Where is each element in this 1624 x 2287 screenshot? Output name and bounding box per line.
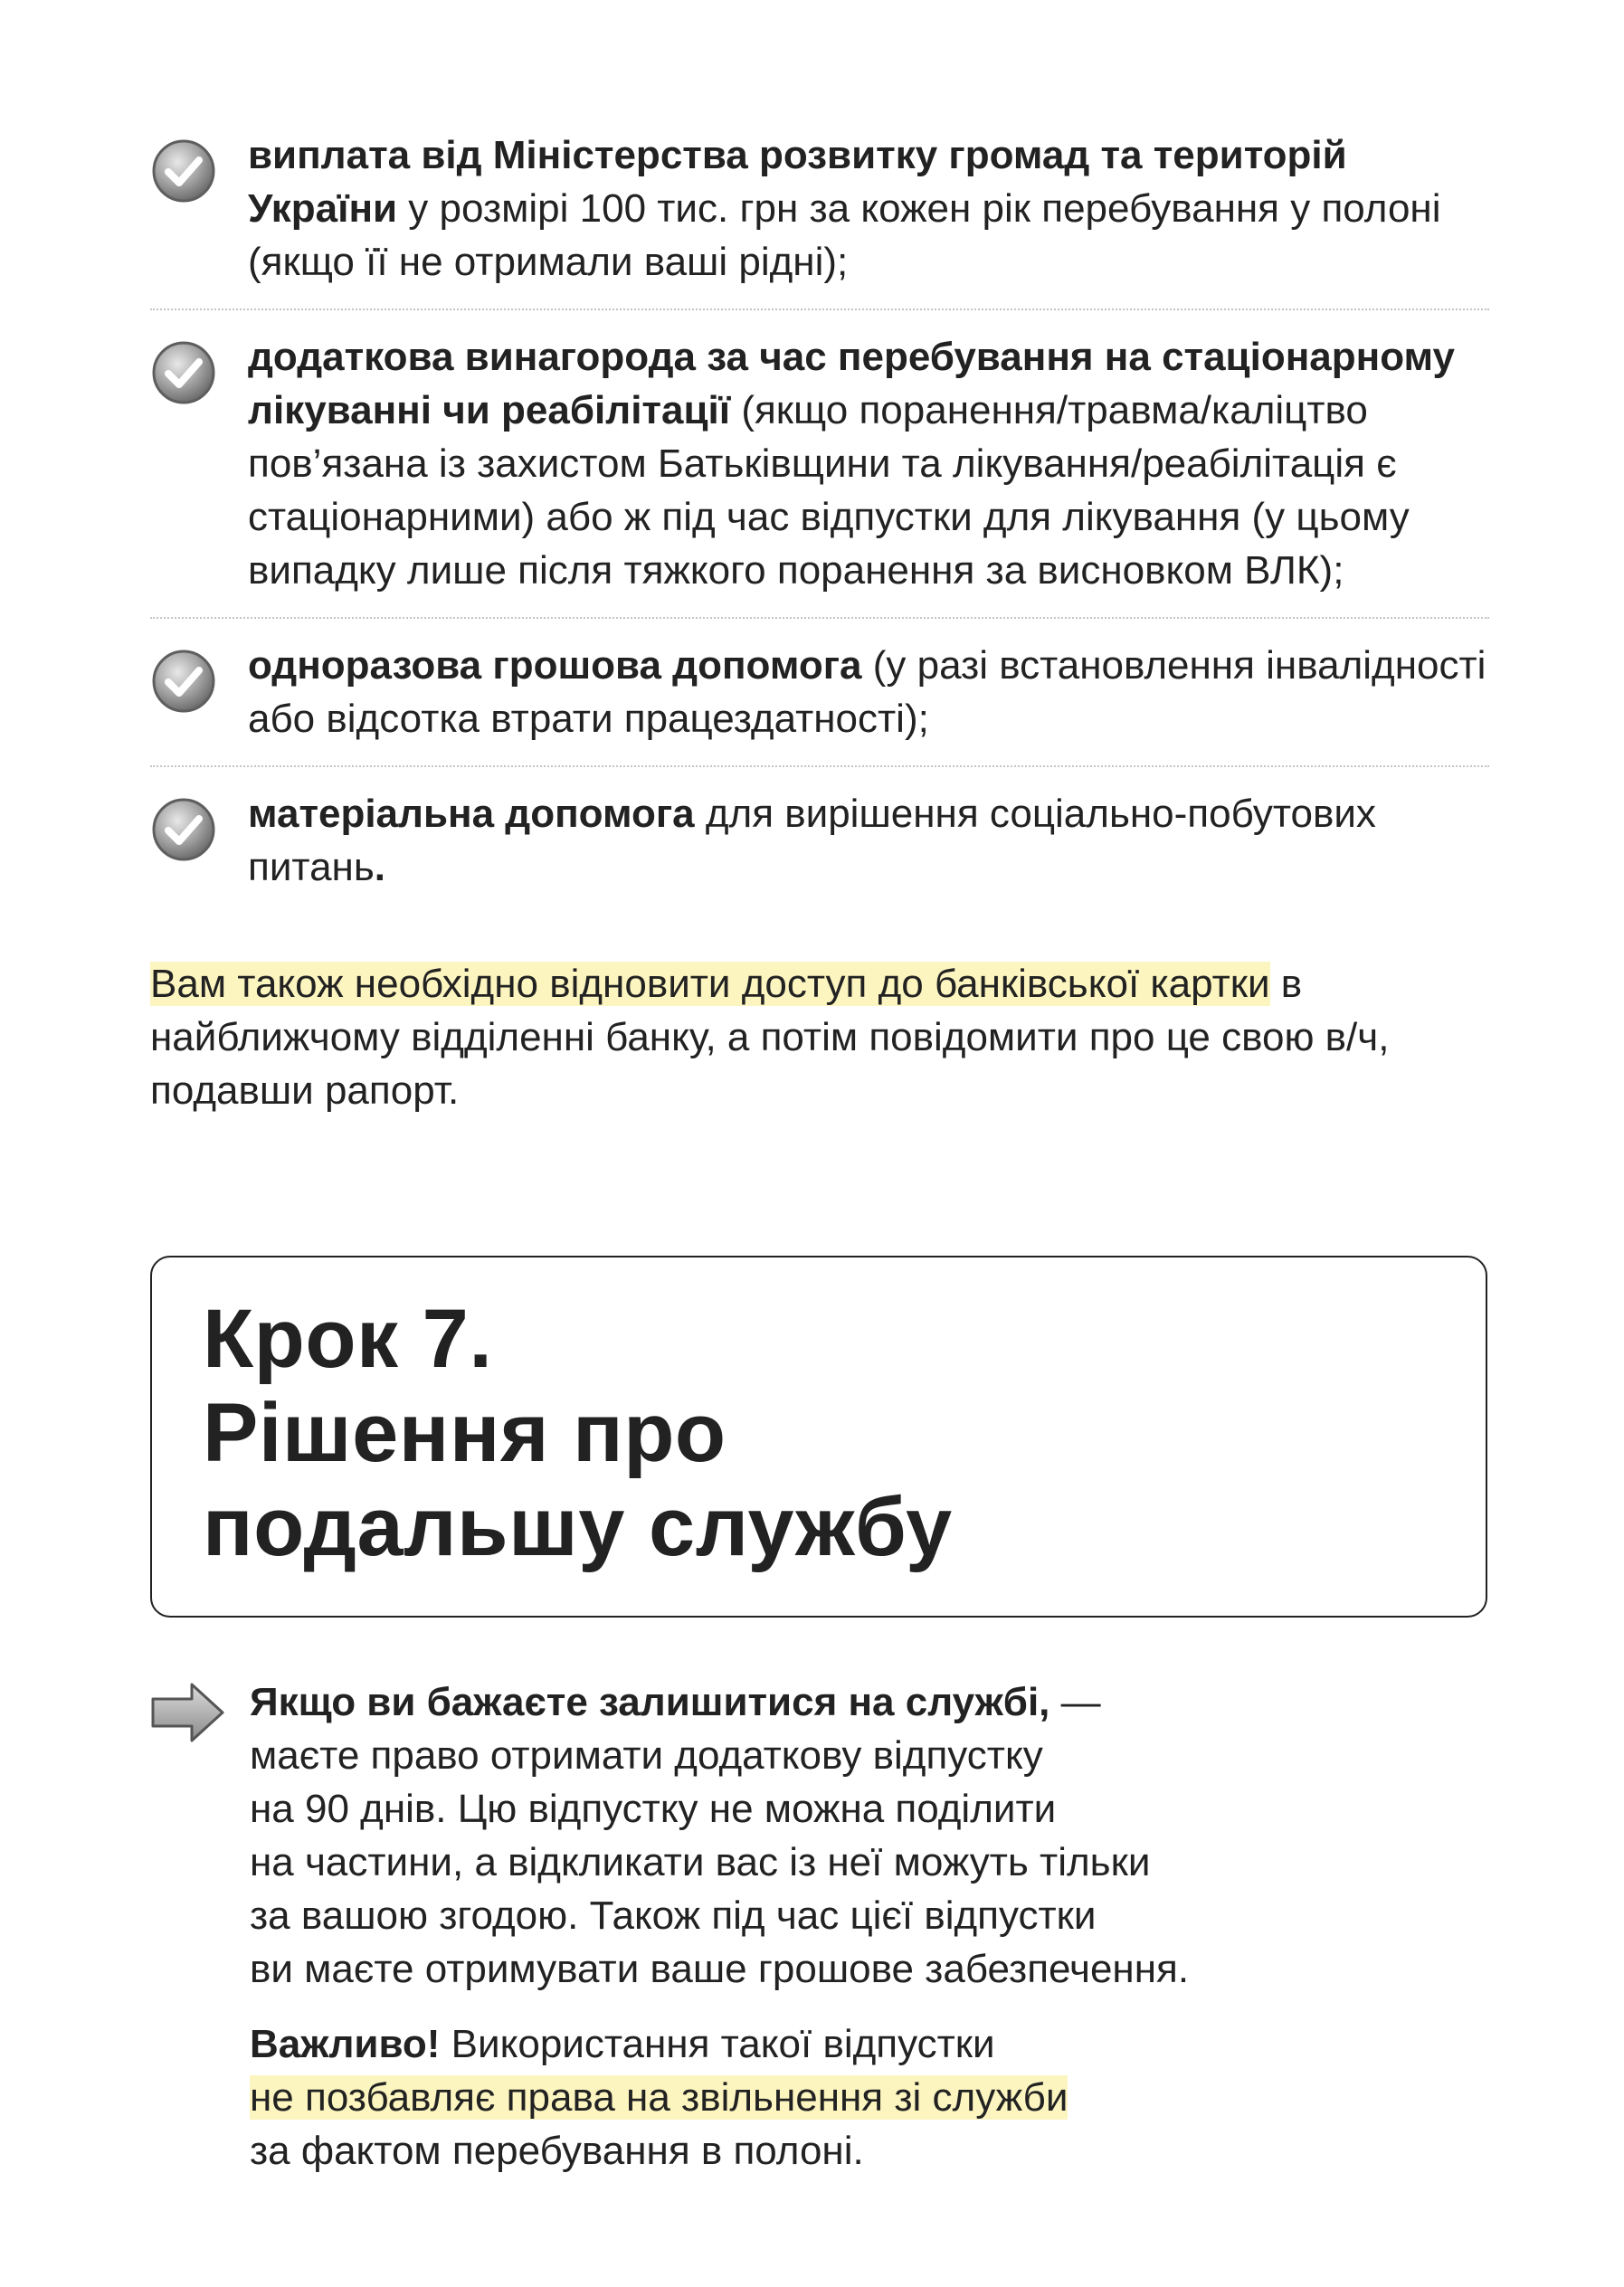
item-bold-text: виплата від Міністерства розвитку громад та територій України xyxy=(248,133,1347,231)
important-label: Важливо! xyxy=(250,2022,441,2066)
stay-lead-bold: Якщо ви бажаєте залишитися на службі, xyxy=(250,1680,1050,1724)
item-text: у розмірі 100 тис. грн за кожен рік перебування у полоні (якщо її не отримали ваші рідні); xyxy=(248,186,1441,284)
item-bold-text: матеріальна допомога xyxy=(248,792,695,836)
important-text: Використання такої відпустки xyxy=(440,2022,995,2066)
stay-lead-dash: — xyxy=(1049,1680,1101,1724)
important-highlight: не позбавляє права на звільнення зі служби xyxy=(250,2075,1068,2120)
arrow-right-icon xyxy=(150,1681,226,1744)
checklist-item xyxy=(150,330,1489,619)
stay-text-line: на 90 днів. Цю відпустку не можна поділити xyxy=(250,1787,1057,1831)
item-bold-text: одноразова грошова допомога xyxy=(248,643,862,688)
check-circle-icon xyxy=(150,339,217,406)
stay-text-line: за вашою згодою. Також під час цієї відпустки xyxy=(250,1893,1097,1938)
stay-in-service-section xyxy=(250,1675,1444,2178)
stay-text-line: ви маєте отримувати ваше грошове забезпечення. xyxy=(250,1947,1190,1991)
benefits-checklist xyxy=(150,128,1489,894)
item-text: для вирішення соціально-побутових питань xyxy=(248,792,1376,889)
item-bold-period: . xyxy=(374,845,385,889)
stay-lead xyxy=(250,1675,1444,1729)
stay-text-line: маєте право отримати додаткову відпустку xyxy=(250,1733,1043,1778)
important-note xyxy=(250,2017,1444,2178)
step-title xyxy=(203,1292,953,1574)
important-line xyxy=(250,2017,1444,2071)
check-circle-icon xyxy=(150,796,217,863)
step-title-line: подальшу службу xyxy=(203,1481,953,1573)
note-text: в найближчому відділенні банку, а потім повідомити про це свою в/ч, подавши рапорт. xyxy=(150,962,1390,1113)
important-end: за фактом перебування в полоні. xyxy=(250,2129,864,2173)
note-highlight: Вам також необхідно відновити доступ до банківської картки xyxy=(150,962,1270,1006)
step-title-line: Крок 7. xyxy=(203,1293,493,1385)
checklist-item xyxy=(150,787,1489,894)
important-line xyxy=(250,2071,1444,2124)
item-text: (у разі встановлення інвалідності або відсотка втрати працездатності); xyxy=(248,643,1486,741)
step-heading-box xyxy=(150,1256,1487,1618)
step-title-line: Рішення про xyxy=(203,1387,727,1479)
bank-card-note xyxy=(150,957,1498,1117)
checklist-item xyxy=(150,639,1489,767)
stay-text-line: на частини, а відкликати вас із неї можуть тільки xyxy=(250,1840,1151,1884)
item-bold-text: додаткова винагорода за час перебування на стаціонарному лікуванні чи реабілітації xyxy=(248,335,1455,432)
check-circle-icon xyxy=(150,648,217,715)
check-circle-icon xyxy=(150,138,217,204)
checklist-item xyxy=(150,128,1489,310)
item-text: (якщо поранення/травма/каліцтво пов’язана із захистом Батьківщини та лікування/реабілітація є стаціонарними) або ж під час відпустки для лікування (у цьому випадку лише після тяжкого поранення за висновком ВЛК); xyxy=(248,388,1410,593)
